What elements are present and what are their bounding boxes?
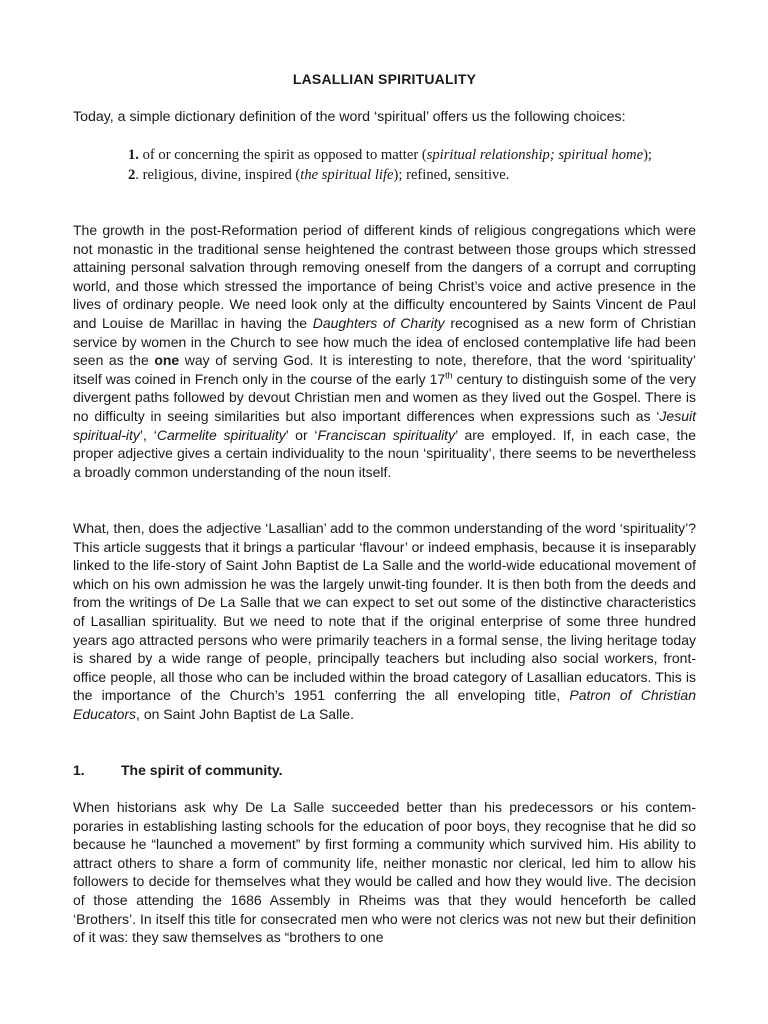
- section-heading: [73, 762, 283, 778]
- section-title: The spirit of community.: [121, 762, 283, 778]
- italic-run: Carmelite spirituality: [156, 426, 286, 443]
- text-run: What, then, does the adjective ‘Lasallian’ add to the common understanding of the word ‘spirituality’? This article suggests that it brings a particular ‘flavour’ or indeed emphasis, because it is inseparably linked to the life-story of Saint John Baptist de La Salle and the world-wide educational movement of which on his own admission he was the largely unwit-ting founder. It is then both from the deeds and from the writings of De La Salle that we can expect to set out some of the distinctive characteristics of Lasallian spirituality. But we need to note that if the original enterprise of some three hundred years ago attracted persons who were primarily teachers in a formal sense, the living heritage today is shared by a wide range of people, principally teachers but including also social workers, front-office people, all those who can be included within the broad category of Lasallian educators. This is the importance of the Church’s 1951 conferring the all enveloping title,: [73, 520, 696, 704]
- superscript: th: [445, 370, 453, 381]
- definition-text-end: ); refined, sensitive.: [393, 167, 510, 183]
- definition-number: 2: [128, 167, 136, 183]
- section-number: 1.: [73, 762, 85, 778]
- text-run: century to distinguish some of the very divergent paths followed by devout Christian men and women as they lived out the Gospel. There is no difficulty in seeing similarities but also important differences when expressions such as ‘: [73, 370, 696, 424]
- intro-paragraph: Today, a simple dictionary definition of the word ‘spiritual’ offers us the following choices:: [73, 109, 626, 125]
- text-run: ’ are employed. If, in each case, the proper adjective gives a certain individuality to the noun ‘spirituality’, there seems to be nevertheless a broadly common understanding of the noun itself.: [73, 426, 696, 480]
- definition-number: 1.: [128, 147, 139, 163]
- definition-example: the spiritual life: [300, 167, 394, 183]
- italic-run: Franciscan spirituality: [317, 426, 456, 443]
- definition-text-end: );: [643, 147, 652, 163]
- document-page: [73, 0, 696, 1024]
- definition-text: of or concerning the spirit as opposed to matter (: [138, 147, 427, 163]
- definition-text: . religious, divine, inspired (: [135, 167, 301, 183]
- text-run: ’ or ‘: [285, 426, 318, 443]
- text-run: way of serving God. It is interesting to note, therefore, that the word ‘spirituality’ itself was coined in French only in the course of the early 17: [73, 352, 696, 387]
- bold-run: one: [154, 352, 180, 369]
- body-paragraph-3: When historians ask why De La Salle succeeded better than his predecessors or his contem-poraries in establishing lasting schools for the education of poor boys, they recognise that he did so because he “launched a movement” by first forming a community which survived him. His ability to attract others to share a form of community life, neither monastic nor clerical, led him to allow his followers to decide for themselves what they would be called and how they would live. The decision of those attending the 1686 Assembly in Rheims was that they would henceforth be called ‘Brothers’. In itself this title for consecrated men who were not clerics was not new but their definition of it was: they saw themselves as “brothers to one: [73, 799, 696, 946]
- definition-example: spiritual relationship; spiritual home: [426, 147, 644, 163]
- definition-list: [128, 146, 688, 186]
- italic-run: Daughters of Charity: [312, 314, 445, 331]
- definition-item: [128, 166, 688, 184]
- italic-run: Patron of Christian Educators: [73, 687, 696, 722]
- text-run: The growth in the post-Reformation period of different kinds of religious congregations which were not monastic in the traditional sense heightened the contrast between those groups which stressed attaining personal salvation through removing oneself from the dangers of a corrupt and corrupting world, and those which stressed the importance of being Christ’s voice and active presence in the lives of ordinary people. We need look only at the difficulty encountered by Saints Vincent de Paul and Louise de Marillac in having the: [73, 222, 696, 331]
- document-title: LASALLIAN SPIRITUALITY: [292, 71, 477, 87]
- text-run: ’, ‘: [139, 426, 157, 443]
- italic-run: Jesuit spiritual-ity: [73, 407, 696, 443]
- definition-item: [128, 146, 688, 164]
- text-run: recognised as a new form of Christian service by women in the Church to see how much the idea of enclosed contemplative life had been seen as the: [73, 314, 696, 369]
- body-paragraph-2: [73, 519, 696, 724]
- body-paragraph-1: [73, 221, 696, 481]
- text-run: , on Saint John Baptist de La Salle.: [136, 705, 354, 722]
